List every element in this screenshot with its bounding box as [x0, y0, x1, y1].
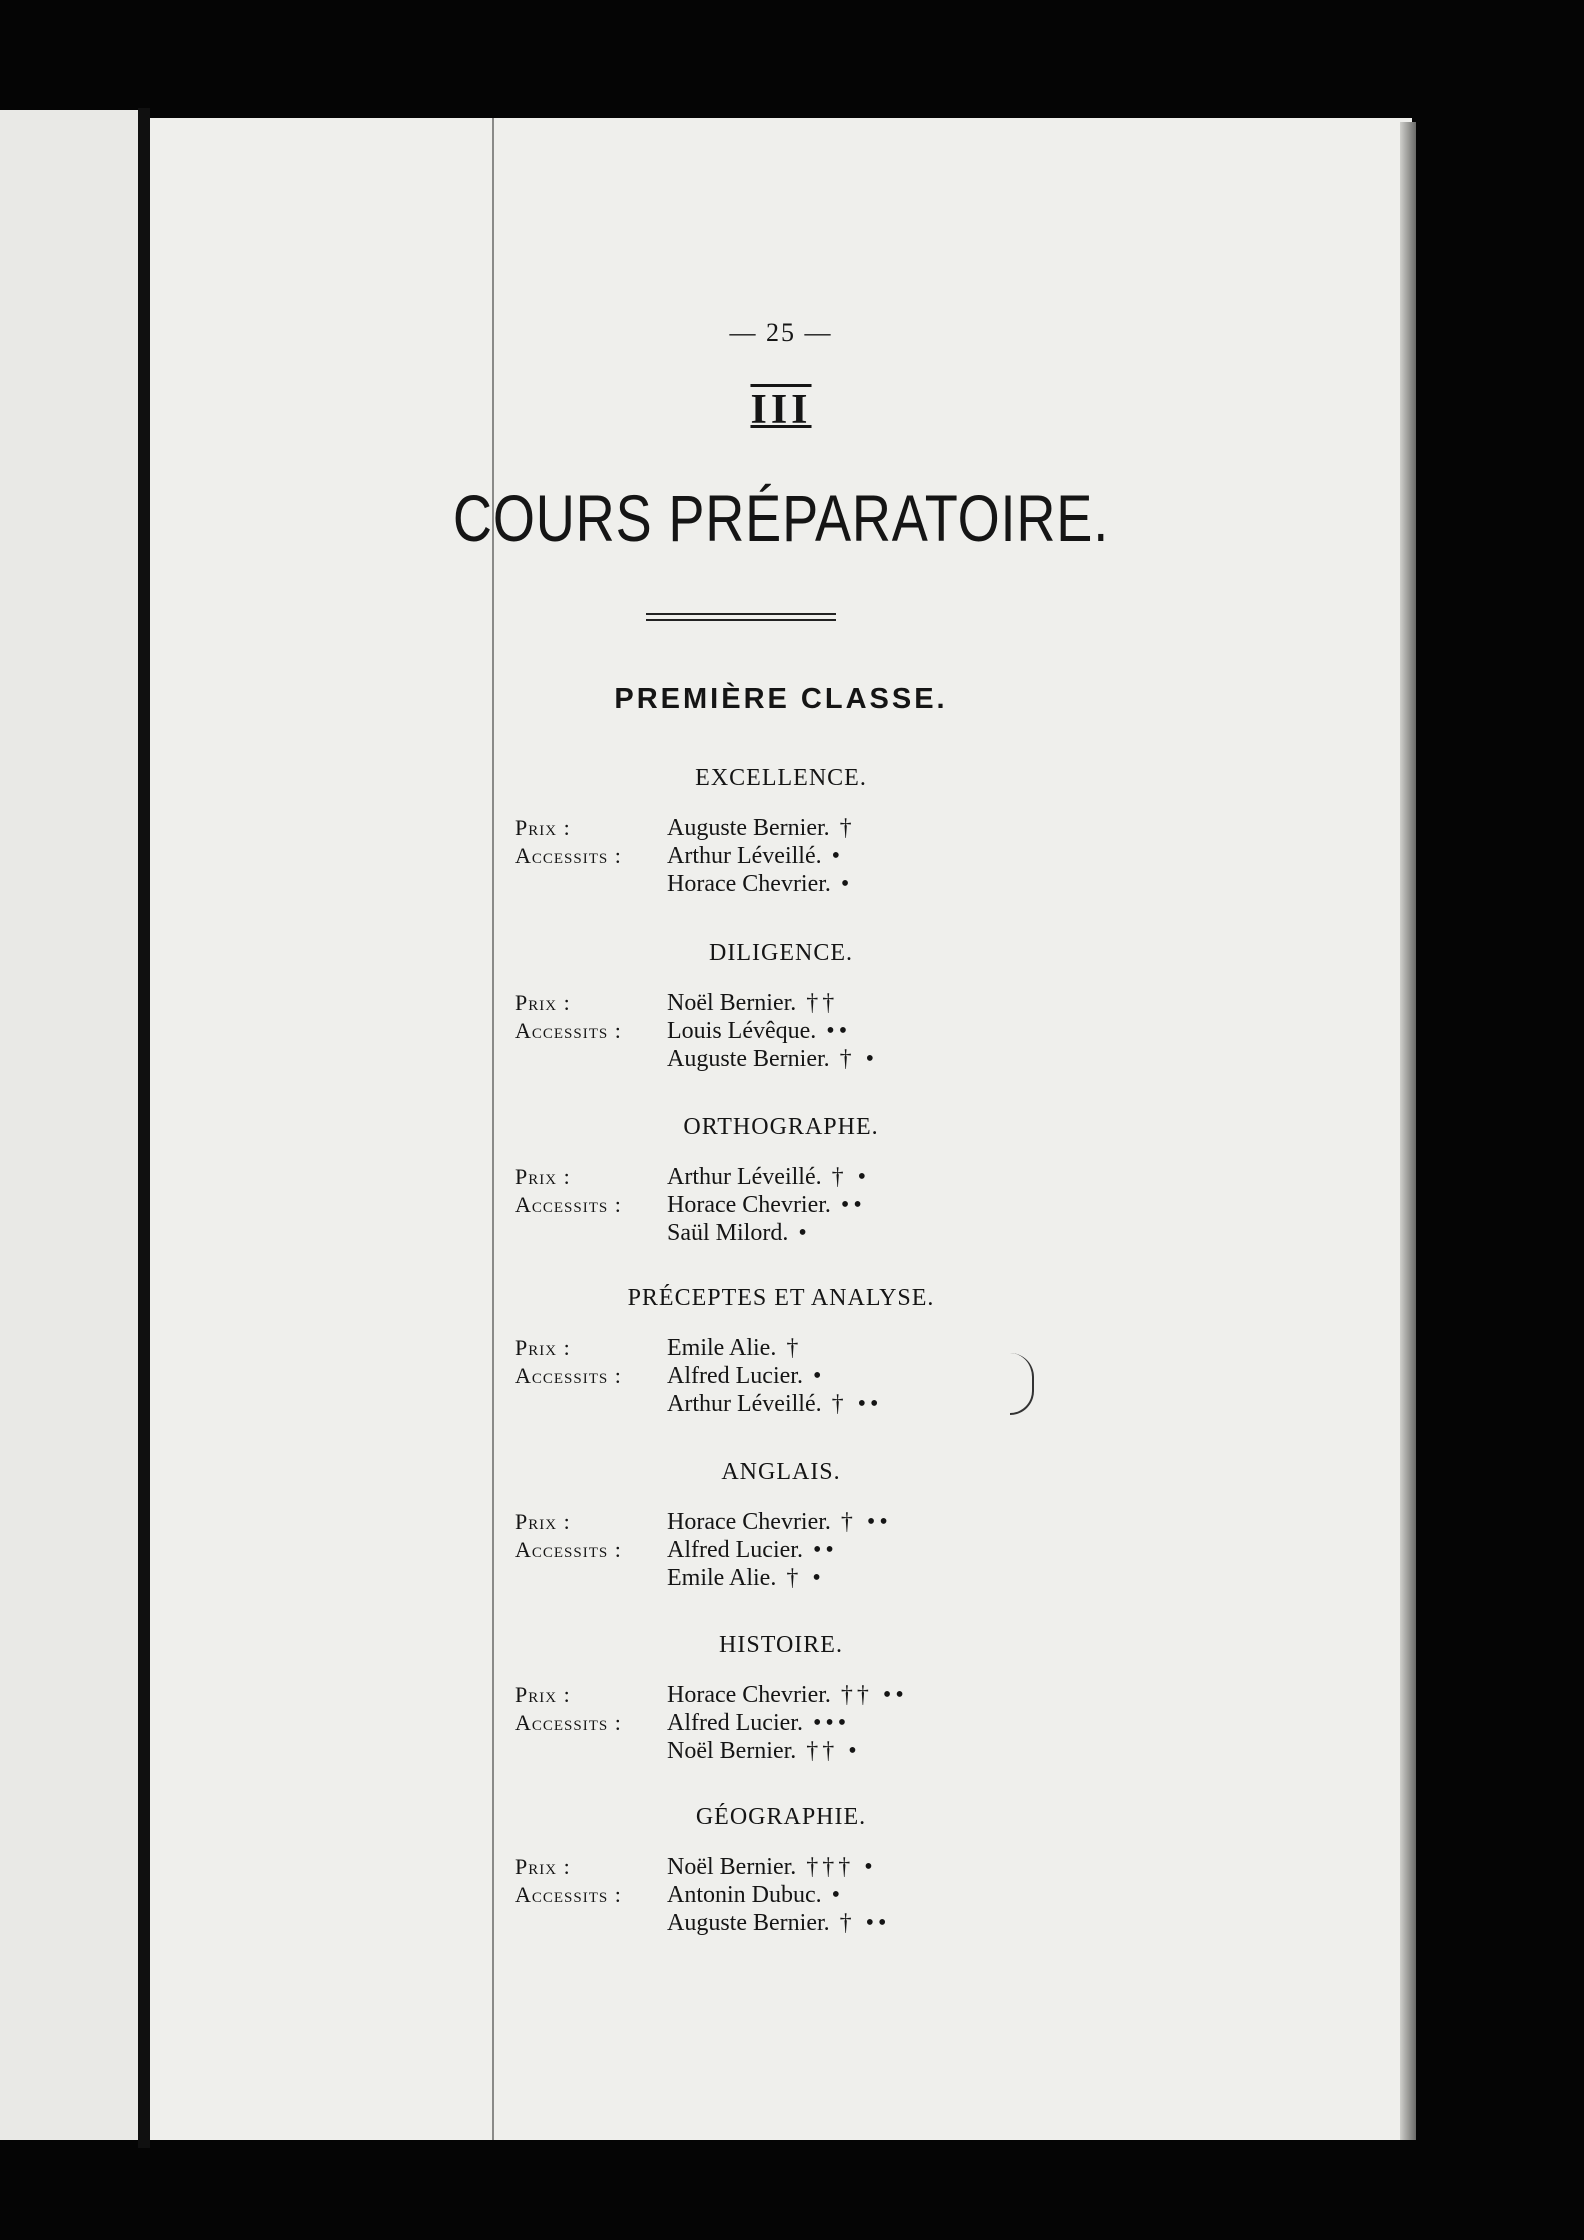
distinction-marks: ††† •: [806, 1854, 877, 1880]
student-name-cell: [667, 1362, 825, 1390]
award-row: [150, 989, 1412, 1017]
prize-section: [150, 1285, 1412, 1418]
student-name-cell: [667, 1334, 802, 1362]
student-name: Auguste Bernier.: [667, 815, 830, 841]
distinction-marks: † •: [839, 1046, 879, 1072]
distinction-marks: †: [839, 815, 856, 841]
distinction-marks: † ••: [831, 1391, 883, 1417]
section-title: ANGLAIS.: [721, 1459, 841, 1485]
student-name-cell: [667, 1737, 861, 1765]
distinction-marks: ††: [806, 990, 839, 1016]
award-role-label: Accessits :: [515, 1537, 622, 1562]
distinction-marks: ••: [840, 1192, 866, 1218]
student-name-cell: [667, 1709, 850, 1737]
part-number: III: [750, 387, 812, 433]
distinction-marks: •: [798, 1220, 811, 1246]
student-name: Arthur Léveillé.: [667, 843, 822, 869]
award-row: [150, 1853, 1412, 1881]
award-row: [150, 1536, 1412, 1564]
award-row: [150, 842, 1412, 870]
document-page: [150, 118, 1412, 2140]
award-row: [150, 1334, 1412, 1362]
prize-section: [150, 1632, 1412, 1765]
student-name-cell: [667, 842, 844, 870]
distinction-marks: † •: [786, 1565, 825, 1591]
award-row: [150, 1909, 1412, 1937]
prize-section: [150, 940, 1412, 1073]
award-row: [150, 1709, 1412, 1737]
student-name-cell: [667, 1390, 882, 1418]
section-title: DILIGENCE.: [709, 940, 853, 966]
student-name: Saül Milord.: [667, 1220, 789, 1246]
page-edge-shadow: [1400, 122, 1416, 2140]
award-role-label: Accessits :: [515, 843, 622, 868]
student-name: Noël Bernier.: [667, 990, 797, 1016]
student-name-cell: [667, 1219, 811, 1247]
award-row: [150, 814, 1412, 842]
section-title: PRÉCEPTES ET ANALYSE.: [627, 1285, 935, 1311]
award-role-label: Prix :: [515, 1509, 571, 1534]
award-row: [150, 1045, 1412, 1073]
award-row: [150, 1362, 1412, 1390]
award-row: [150, 1163, 1412, 1191]
student-name-cell: [667, 870, 853, 898]
student-name: Alfred Lucier.: [667, 1710, 803, 1736]
distinction-marks: •: [831, 843, 845, 869]
student-name: Emile Alie.: [667, 1335, 777, 1361]
student-name-cell: [667, 1017, 851, 1045]
award-row: [150, 1219, 1412, 1247]
book-spine: [138, 108, 150, 2148]
distinction-marks: •••: [812, 1710, 851, 1736]
student-name-cell: [667, 1536, 838, 1564]
student-name: Louis Lévêque.: [667, 1018, 817, 1044]
award-role-label: Accessits :: [515, 1363, 622, 1388]
section-title: EXCELLENCE.: [695, 765, 867, 791]
distinction-marks: •: [812, 1363, 826, 1389]
award-role-label: Accessits :: [515, 1710, 622, 1735]
award-role-label: Accessits :: [515, 1192, 622, 1217]
award-role-label: Accessits :: [515, 1018, 622, 1043]
student-name: Antonin Dubuc.: [667, 1882, 822, 1908]
title-rule-top: [646, 613, 836, 615]
award-row: [150, 1017, 1412, 1045]
student-name-cell: [667, 1881, 844, 1909]
student-name: Alfred Lucier.: [667, 1363, 803, 1389]
prize-section: [150, 1114, 1412, 1247]
award-row: [150, 1390, 1412, 1418]
section-title: HISTOIRE.: [719, 1632, 843, 1658]
student-name-cell: [667, 1681, 908, 1709]
student-name: Horace Chevrier.: [667, 1192, 831, 1218]
award-row: [150, 1508, 1412, 1536]
student-name-cell: [667, 989, 838, 1017]
distinction-marks: •: [831, 1882, 845, 1908]
page-number: — 25 —: [729, 318, 833, 347]
student-name: Arthur Léveillé.: [667, 1391, 822, 1417]
award-role-label: Accessits :: [515, 1882, 622, 1907]
award-row: [150, 1681, 1412, 1709]
student-name: Noël Bernier.: [667, 1854, 797, 1880]
distinction-marks: ••: [826, 1018, 852, 1044]
section-title: GÉOGRAPHIE.: [695, 1804, 867, 1830]
distinction-marks: †† •: [806, 1738, 861, 1764]
distinction-marks: •: [840, 871, 854, 897]
award-row: [150, 1191, 1412, 1219]
award-role-label: Prix :: [515, 1854, 571, 1879]
student-name-cell: [667, 1909, 890, 1937]
student-name: Horace Chevrier.: [667, 1509, 831, 1535]
student-name-cell: [667, 1045, 878, 1073]
student-name-cell: [667, 1564, 825, 1592]
student-name-cell: [667, 814, 856, 842]
distinction-marks: †† ••: [840, 1682, 908, 1708]
prize-section: [150, 765, 1412, 898]
class-heading: PREMIÈRE CLASSE.: [614, 683, 948, 715]
distinction-marks: ••: [812, 1537, 838, 1563]
student-name: Horace Chevrier.: [667, 871, 831, 897]
award-role-label: Prix :: [515, 1335, 571, 1360]
award-role-label: Prix :: [515, 1164, 571, 1189]
award-row: [150, 870, 1412, 898]
student-name: Alfred Lucier.: [667, 1537, 803, 1563]
award-role-label: Prix :: [515, 1682, 571, 1707]
student-name-cell: [667, 1191, 866, 1219]
award-row: [150, 1737, 1412, 1765]
award-role-label: Prix :: [515, 815, 571, 840]
distinction-marks: †: [786, 1335, 803, 1361]
student-name: Emile Alie.: [667, 1565, 777, 1591]
student-name-cell: [667, 1508, 892, 1536]
distinction-marks: † ••: [840, 1509, 892, 1535]
student-name-cell: [667, 1163, 870, 1191]
student-name: Auguste Bernier.: [667, 1046, 830, 1072]
main-title: COURS PRÉPARATOIRE.: [452, 481, 1110, 555]
student-name: Auguste Bernier.: [667, 1910, 830, 1936]
student-name: Horace Chevrier.: [667, 1682, 831, 1708]
award-row: [150, 1881, 1412, 1909]
award-row: [150, 1564, 1412, 1592]
prize-section: [150, 1804, 1412, 1937]
left-page-edge: [0, 110, 140, 2140]
section-title: ORTHOGRAPHE.: [683, 1114, 879, 1140]
title-rule-bottom: [646, 619, 836, 621]
student-name-cell: [667, 1853, 877, 1881]
distinction-marks: † •: [831, 1164, 871, 1190]
prize-section: [150, 1459, 1412, 1592]
student-name: Noël Bernier.: [667, 1738, 797, 1764]
award-role-label: Prix :: [515, 990, 571, 1015]
student-name: Arthur Léveillé.: [667, 1164, 822, 1190]
distinction-marks: † ••: [839, 1910, 891, 1936]
